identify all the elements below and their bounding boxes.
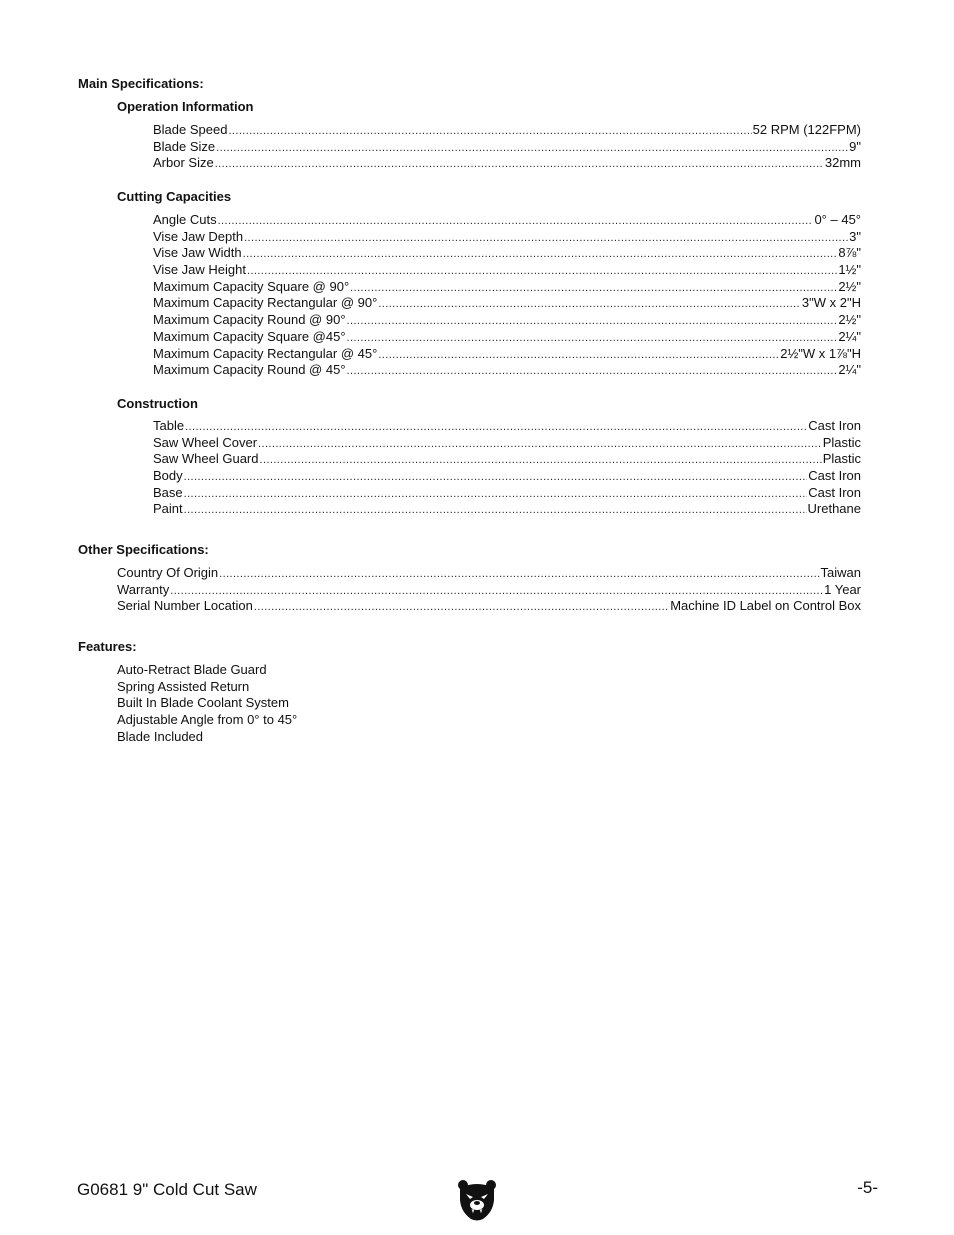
feature-item: Spring Assisted Return bbox=[117, 678, 250, 694]
spec-label: Warranty bbox=[117, 581, 170, 597]
operation-information-heading: Operation Information bbox=[117, 99, 254, 114]
dot-leader bbox=[215, 156, 824, 173]
spec-label: Angle Cuts bbox=[153, 212, 217, 227]
features-list bbox=[117, 662, 297, 745]
dot-leader bbox=[185, 419, 807, 436]
dot-leader bbox=[254, 599, 669, 616]
spec-row bbox=[153, 485, 861, 502]
spec-value: 52 RPM (122FPM) bbox=[752, 122, 861, 137]
spec-row bbox=[153, 279, 861, 296]
operation-information-list bbox=[153, 122, 861, 172]
spec-value: Machine ID Label on Control Box bbox=[670, 598, 861, 614]
dot-leader bbox=[378, 347, 779, 364]
dot-leader bbox=[219, 566, 819, 583]
spec-row bbox=[117, 582, 861, 599]
dot-leader bbox=[243, 246, 838, 263]
spec-value: 2½" bbox=[838, 312, 861, 328]
features-heading: Features: bbox=[78, 639, 137, 654]
spec-value: 0° – 45° bbox=[814, 212, 861, 227]
spec-row bbox=[153, 229, 861, 246]
spec-label: Serial Number Location bbox=[117, 598, 253, 614]
spec-value: 3" bbox=[849, 228, 861, 244]
spec-label: Table bbox=[153, 418, 185, 433]
spec-label: Maximum Capacity Square @ 90° bbox=[153, 278, 350, 294]
feature-item: Auto-Retract Blade Guard bbox=[117, 662, 267, 677]
spec-row bbox=[117, 598, 861, 615]
bear-head-logo-icon bbox=[457, 1178, 497, 1222]
spec-label: Blade Speed bbox=[153, 122, 228, 137]
spec-value: Taiwan bbox=[820, 565, 861, 580]
spec-row bbox=[153, 362, 861, 379]
spec-value: Cast Iron bbox=[808, 418, 861, 433]
spec-value: Urethane bbox=[807, 501, 861, 517]
dot-leader bbox=[378, 296, 801, 313]
spec-label: Maximum Capacity Rectangular @ 90° bbox=[153, 295, 378, 311]
spec-row bbox=[153, 346, 861, 363]
spec-label: Maximum Capacity Rectangular @ 45° bbox=[153, 345, 378, 361]
cutting-capacities-list bbox=[153, 212, 861, 379]
dot-leader bbox=[216, 140, 848, 157]
spec-label: Body bbox=[153, 468, 183, 484]
spec-row bbox=[153, 418, 861, 435]
construction-list bbox=[153, 418, 861, 518]
spec-label: Arbor Size bbox=[153, 155, 214, 171]
spec-row bbox=[153, 312, 861, 329]
dot-leader bbox=[244, 230, 848, 247]
spec-value: 3"W x 2"H bbox=[801, 295, 861, 311]
spec-value: 8⅞" bbox=[838, 245, 861, 261]
spec-label: Maximum Capacity Round @ 90° bbox=[153, 312, 346, 328]
dot-leader bbox=[258, 436, 822, 453]
construction-heading: Construction bbox=[117, 396, 198, 411]
other-specifications-heading: Other Specifications: bbox=[78, 542, 209, 557]
spec-row bbox=[153, 501, 861, 518]
spec-label: Country Of Origin bbox=[117, 565, 219, 580]
spec-label: Saw Wheel Cover bbox=[153, 434, 258, 450]
dot-leader bbox=[247, 263, 837, 280]
feature-item: Adjustable Angle from 0° to 45° bbox=[117, 712, 298, 728]
dot-leader bbox=[218, 213, 814, 230]
dot-leader bbox=[228, 123, 751, 140]
spec-row bbox=[117, 565, 861, 582]
spec-row bbox=[153, 468, 861, 485]
spec-row bbox=[153, 212, 861, 229]
spec-label: Blade Size bbox=[153, 138, 216, 154]
dot-leader bbox=[350, 280, 837, 297]
spec-value: 2½"W x 1⅞"H bbox=[780, 345, 861, 361]
spec-value: Cast Iron bbox=[808, 484, 861, 500]
spec-label: Paint bbox=[153, 501, 183, 517]
spec-label: Maximum Capacity Square @45° bbox=[153, 328, 346, 344]
dot-leader bbox=[347, 313, 838, 330]
spec-value: 2¼" bbox=[838, 362, 861, 378]
dot-leader bbox=[184, 469, 808, 486]
spec-value: 9" bbox=[849, 138, 861, 154]
page-number: -5- bbox=[857, 1178, 878, 1197]
spec-row bbox=[153, 295, 861, 312]
spec-row bbox=[153, 245, 861, 262]
spec-row bbox=[153, 122, 861, 139]
dot-leader bbox=[184, 486, 808, 503]
spec-value: 1½" bbox=[838, 262, 861, 278]
spec-label: Base bbox=[153, 484, 183, 500]
feature-item: Built In Blade Coolant System bbox=[117, 695, 289, 711]
spec-value: Cast Iron bbox=[808, 468, 861, 484]
spec-label: Vise Jaw Depth bbox=[153, 228, 244, 244]
feature-item: Blade Included bbox=[117, 728, 204, 744]
spec-row bbox=[153, 435, 861, 452]
spec-value: Plastic bbox=[822, 451, 861, 467]
spec-value: 2¼" bbox=[838, 328, 861, 344]
dot-leader bbox=[347, 330, 838, 347]
spec-label: Maximum Capacity Round @ 45° bbox=[153, 362, 346, 378]
dot-leader bbox=[170, 583, 823, 600]
spec-row bbox=[153, 329, 861, 346]
spec-value: 2½" bbox=[838, 278, 861, 294]
spec-label: Saw Wheel Guard bbox=[153, 451, 259, 467]
dot-leader bbox=[184, 502, 807, 519]
spec-row bbox=[153, 139, 861, 156]
main-specifications-heading: Main Specifications: bbox=[78, 76, 204, 91]
cutting-capacities-heading: Cutting Capacities bbox=[117, 189, 232, 204]
footer-model-title: G0681 9" Cold Cut Saw bbox=[77, 1180, 257, 1199]
spec-row bbox=[153, 451, 861, 468]
spec-row bbox=[153, 155, 861, 172]
dot-leader bbox=[260, 452, 822, 469]
spec-value: Plastic bbox=[822, 434, 861, 450]
spec-value: 1 Year bbox=[824, 581, 861, 597]
spec-label: Vise Jaw Width bbox=[153, 245, 242, 261]
spec-value: 32mm bbox=[824, 155, 861, 171]
other-specifications-list bbox=[117, 565, 861, 615]
spec-label: Vise Jaw Height bbox=[153, 262, 246, 278]
spec-row bbox=[153, 262, 861, 279]
dot-leader bbox=[347, 363, 838, 380]
